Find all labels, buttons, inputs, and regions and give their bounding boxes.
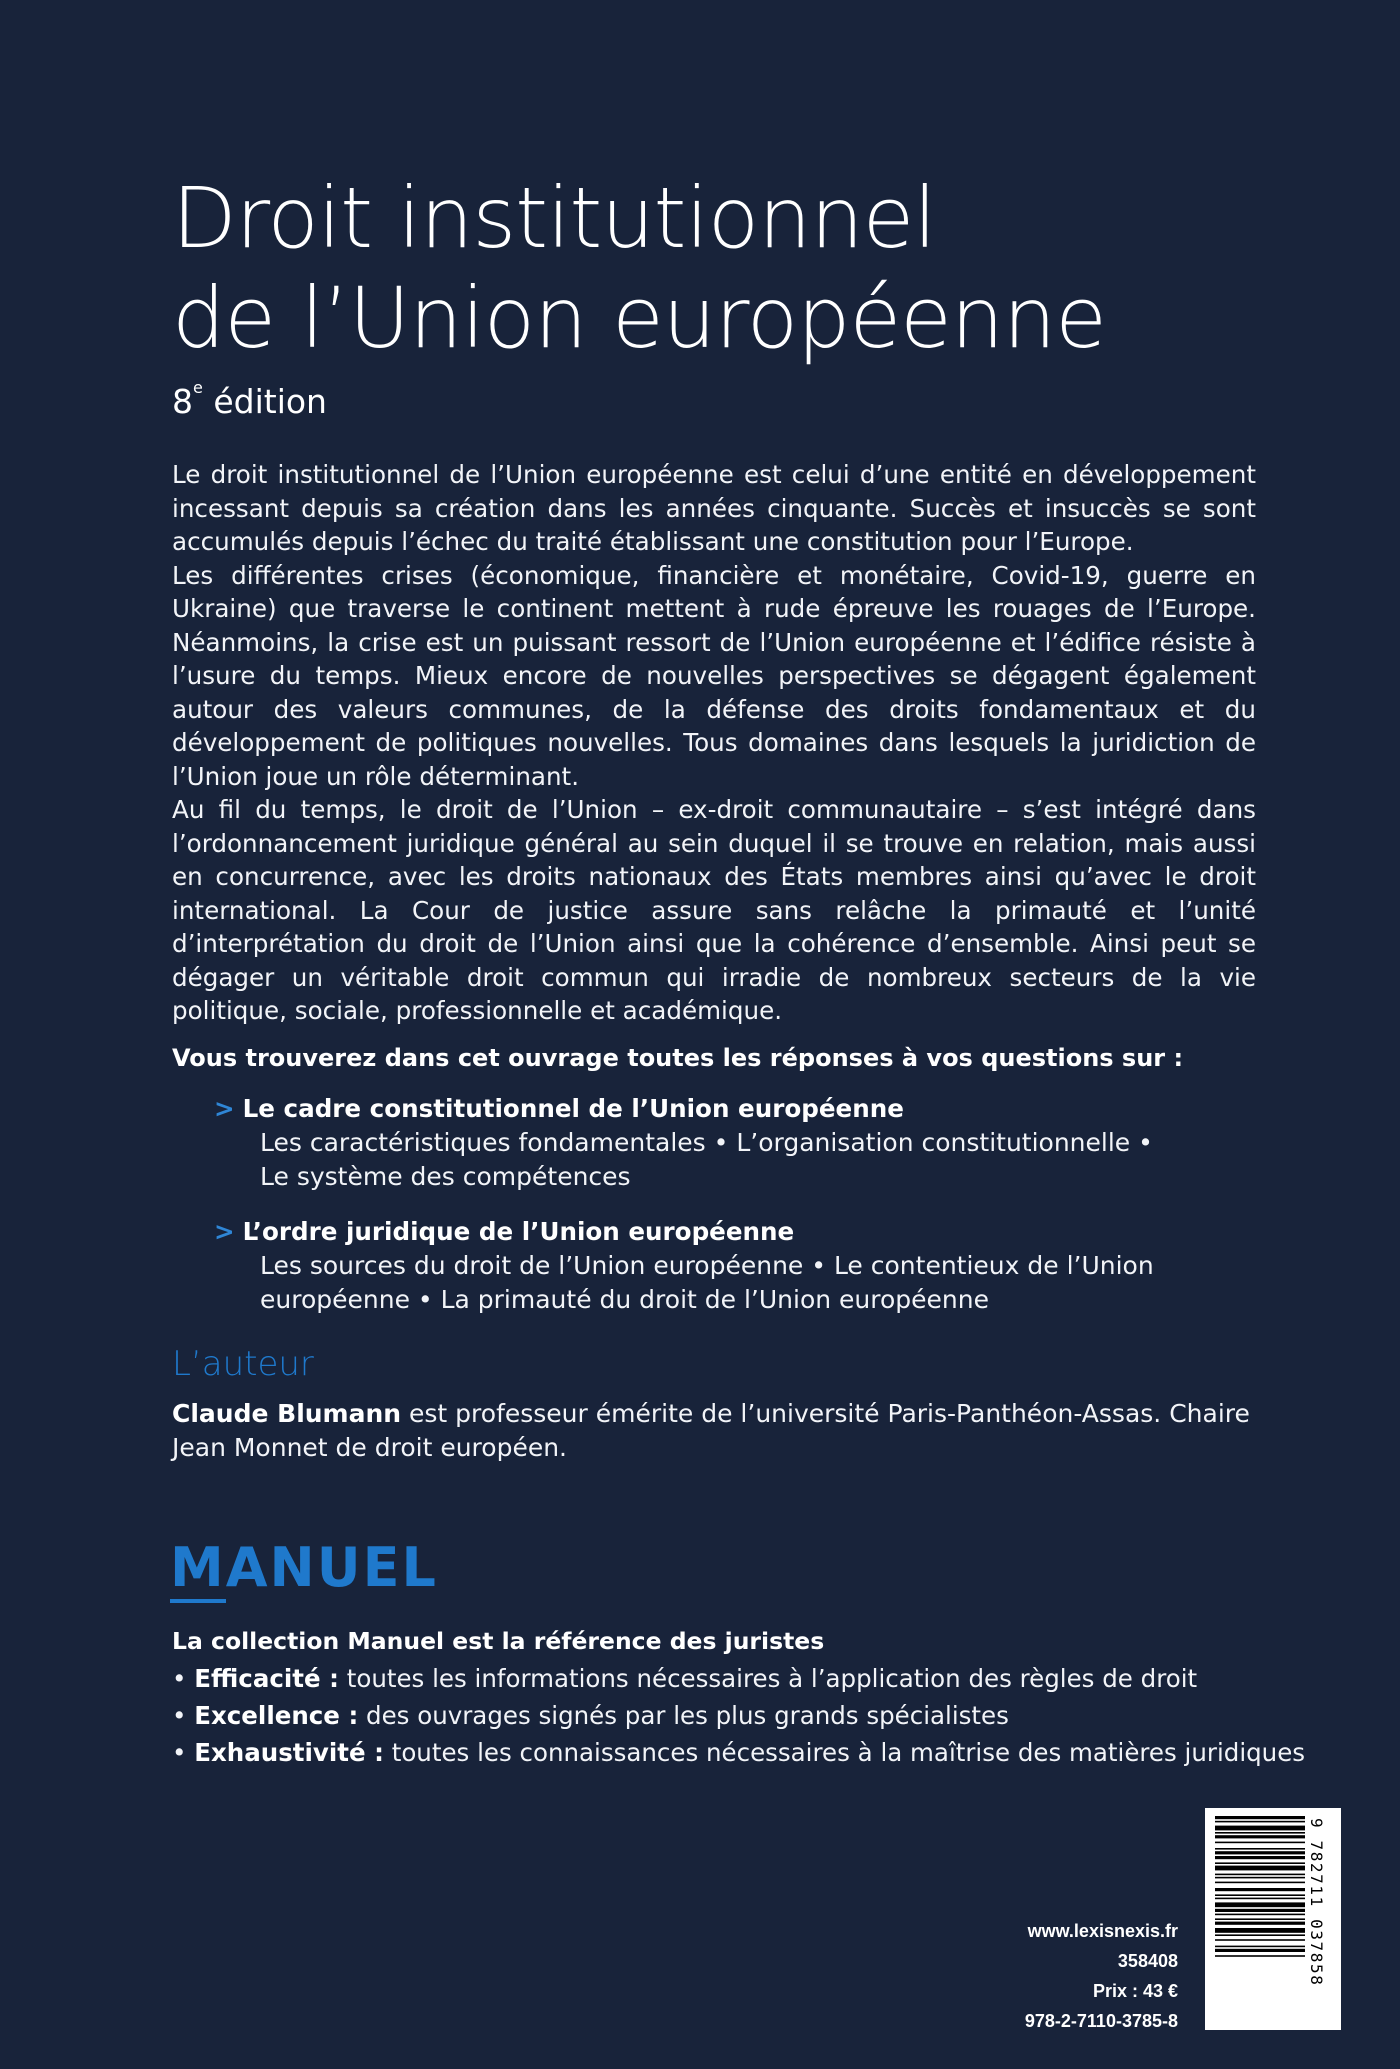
edition-superscript: e bbox=[193, 378, 203, 397]
benefit-label: Efficacité : bbox=[194, 1664, 339, 1693]
bullet-icon: • bbox=[172, 1701, 187, 1730]
topic-title: Le cadre constitutionnel de l’Union européenne bbox=[242, 1094, 904, 1123]
collection-heading: La collection Manuel est la référence des juristes bbox=[172, 1627, 825, 1655]
edition-word: édition bbox=[213, 382, 327, 421]
bullet-icon: • bbox=[172, 1664, 187, 1693]
description-paragraph-1: Le droit institutionnel de l’Union européenne est celui d’une entité en développement incessant depuis sa création dans les années cinquante. Succès et insuccès se sont accumulés depuis l’échec du traité établissant une constitution pour l’Europe. bbox=[172, 460, 1256, 556]
logo-rest: ANUEL bbox=[225, 1536, 438, 1599]
chevron-right-icon: > bbox=[214, 1217, 235, 1246]
author-name: Claude Blumann bbox=[172, 1399, 402, 1428]
bullet-icon: • bbox=[172, 1738, 187, 1767]
description bbox=[172, 458, 1256, 1028]
topic-heading bbox=[214, 1215, 1264, 1249]
list-item bbox=[172, 1697, 1292, 1734]
topic-description-line: Le système des compétences bbox=[260, 1162, 631, 1191]
topic-description bbox=[260, 1249, 1264, 1317]
topic-title: L’ordre juridique de l’Union européenne bbox=[242, 1217, 795, 1246]
benefit-text: toutes les connaissances nécessaires à la maîtrise des matières juridiques bbox=[383, 1738, 1306, 1767]
topic-description bbox=[260, 1126, 1264, 1194]
benefit-text: toutes les informations nécessaires à l’application des règles de droit bbox=[338, 1664, 1198, 1693]
author-bio-text: est professeur émérite de l’université Paris-Panthéon-Assas. Chaire Jean Monnet de droit européen. bbox=[172, 1399, 1250, 1462]
topic-description-line: Les sources du droit de l’Union européenne • Le contentieux de l’Union bbox=[260, 1251, 1154, 1280]
benefit-text: des ouvrages signés par les plus grands spécialistes bbox=[358, 1701, 1009, 1730]
collection-benefits bbox=[172, 1660, 1306, 1771]
topic-description-line: européenne • La primauté du droit de l’Union européenne bbox=[260, 1285, 989, 1314]
barcode-digits: 9 782711 037858 bbox=[1307, 1818, 1326, 1987]
benefit-label: Exhaustivité : bbox=[194, 1738, 384, 1767]
author-bio bbox=[172, 1397, 1262, 1465]
isbn-label: 978-2-7110-3785-8 bbox=[1024, 2011, 1178, 2031]
contents-intro: Vous trouverez dans cet ouvrage toutes les réponses à vos questions sur : bbox=[172, 1044, 1184, 1072]
manuel-collection-logo bbox=[170, 1538, 438, 1598]
topic-heading bbox=[214, 1092, 1264, 1126]
title-line-2: de l’Union européenne bbox=[172, 269, 1106, 367]
publisher-info bbox=[960, 1916, 1178, 2036]
topic-legal-order bbox=[214, 1215, 1264, 1317]
book-title bbox=[172, 168, 1272, 368]
barcode-bars-icon bbox=[1215, 1816, 1305, 2022]
chevron-right-icon: > bbox=[214, 1094, 235, 1123]
description-paragraph-3: Au fil du temps, le droit de l’Union – ex-droit communautaire – s’est intégré dans l’ordonnancement juridique général au sein duquel il se trouve en relation, mais aussi en concurrence, avec les droits nationaux des États membres ainsi qu’avec le droit international. La Cour de justice assure sans relâche la primauté et l’unité d’interprétation du droit de l’Union ainsi que la cohérence d’ensemble. Ainsi peut se dégager un véritable droit commun qui irradie de nombreux secteurs de la vie politique, sociale, professionnelle et académique. bbox=[172, 795, 1256, 1025]
list-item bbox=[172, 1734, 1306, 1771]
price-label: Prix : 43 € bbox=[1092, 1981, 1178, 2001]
benefit-label: Excellence : bbox=[194, 1701, 359, 1730]
topic-constitutional-framework bbox=[214, 1092, 1264, 1194]
topic-description-line: Les caractéristiques fondamentales • L’organisation constitutionnelle • bbox=[260, 1128, 1153, 1157]
publisher-code: 358408 bbox=[1117, 1951, 1178, 1971]
edition-number: 8 bbox=[172, 382, 193, 421]
publisher-website: www.lexisnexis.fr bbox=[1027, 1921, 1178, 1941]
logo-initial: M bbox=[170, 1536, 226, 1603]
description-paragraph-2: Les différentes crises (économique, financière et monétaire, Covid-19, guerre en Ukraine) que traverse le continent mettent à rude épreuve les rouages de l’Europe. Néanmoins, la crise est un puissant ressort de l’Union européenne et l’édifice résiste à l’usure du temps. Mieux encore de nouvelles perspectives se dégagent également autour des valeurs communes, de la défense des droits fondamentaux et du développement de politiques nouvelles. Tous domaines dans lesquels la juridiction de l’Union joue un rôle déterminant. bbox=[172, 560, 1256, 791]
author-heading: L’auteur bbox=[172, 1344, 314, 1384]
title-line-1: Droit institutionnel bbox=[172, 169, 936, 267]
edition-label bbox=[172, 378, 327, 422]
list-item bbox=[172, 1660, 1292, 1697]
